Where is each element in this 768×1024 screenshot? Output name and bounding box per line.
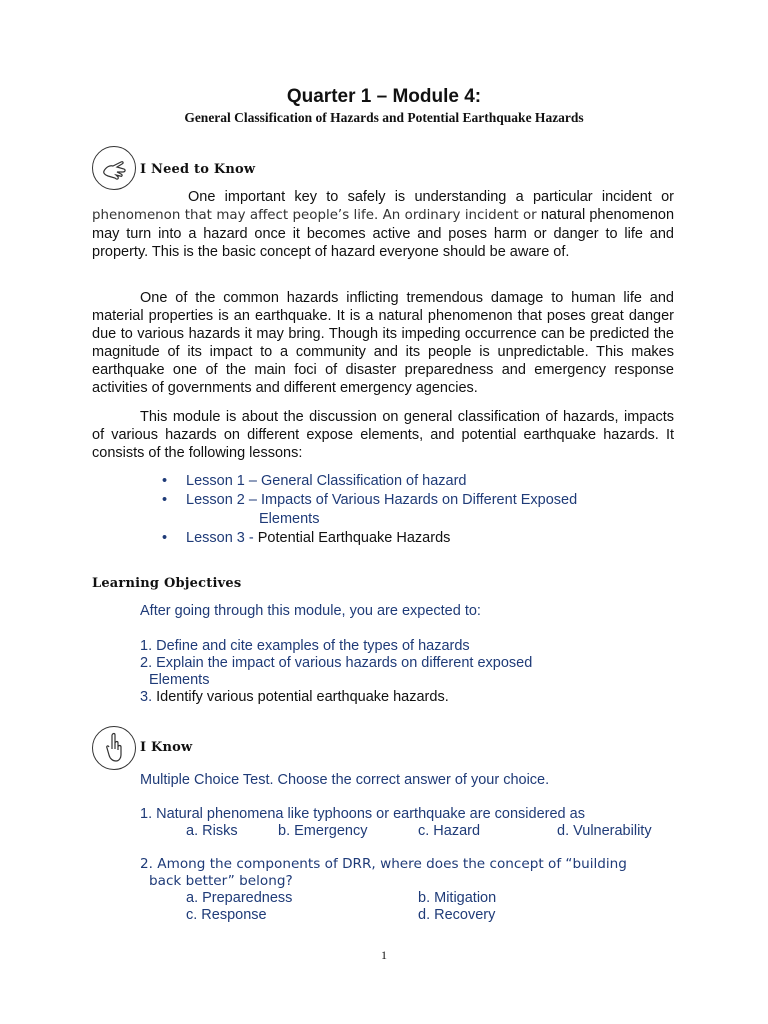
raised-finger-hand-icon xyxy=(92,726,136,770)
question-2-text-cont: back better” belong? xyxy=(149,873,293,889)
pointing-hand-icon xyxy=(92,146,136,190)
lesson-item: • Lesson 2 – Impacts of Various Hazards on Different Exposed Elements xyxy=(162,492,578,527)
objectives-intro: After going through this module, you are expected to: xyxy=(140,603,481,619)
question-2-text: 2. Among the components of DRR, where does the concept of “building xyxy=(140,856,627,872)
lesson-item: • Lesson 1 – General Classification of hazard xyxy=(162,473,467,489)
page-subtitle: General Classification of Hazards and Potential Earthquake Hazards xyxy=(184,110,584,125)
q1-choice-c: c. Hazard xyxy=(418,823,481,839)
q1-choice-b: b. Emergency xyxy=(278,823,368,839)
test-instructions: Multiple Choice Test. Choose the correct answer of your choice. xyxy=(140,772,550,788)
objective-item-1: 1. Define and cite examples of the types of hazards xyxy=(140,638,470,654)
objective-item-2-cont: Elements xyxy=(149,672,210,688)
learning-objectives-heading: Learning Objectives xyxy=(92,576,242,591)
objective-item-3: 3. Identify various potential earthquake hazards. xyxy=(140,689,449,705)
need-to-know-heading: I Need to Know xyxy=(140,162,256,177)
q2-choice-d: d. Recovery xyxy=(418,907,496,923)
need-to-know-paragraph-3: This module is about the discussion on general classification of hazards, impacts of various hazards on different expose elements, and potential earthquake hazards. It consists of the following lessons: xyxy=(92,409,674,461)
lesson-item: • Lesson 3 - Potential Earthquake Hazards xyxy=(162,530,451,546)
page-number: 1 xyxy=(381,948,387,962)
need-to-know-paragraph-2: One of the common hazards inflicting tremendous damage to human life and material properties is an earthquake. It is a natural phenomenon that poses great danger due to various hazards it may bring. Though its impeding occurrence can be predicted the magnitude of its impact to a community and its people is unpredictable. This makes earthquake one of the main foci of disaster preparedness and emergency response activities of governments and different emergency agencies. xyxy=(92,290,674,396)
question-1-text: 1. Natural phenomena like typhoons or earthquake are considered as xyxy=(140,806,585,822)
q2-choice-a: a. Preparedness xyxy=(186,890,293,906)
need-to-know-paragraph-1: One important key to safely is understanding a particular incident or phenomenon that may affect people’s life. An ordinary incident or natural phenomenon may turn into a hazard once it becomes active and poses harm or danger to life and property. This is the basic concept of hazard everyone should be aware of. xyxy=(92,189,675,260)
objective-item-2: 2. Explain the impact of various hazards on different exposed xyxy=(140,655,533,671)
q1-choice-d: d. Vulnerability xyxy=(557,823,652,839)
lesson-list xyxy=(160,472,577,548)
q1-choice-a: a. Risks xyxy=(186,823,238,839)
page-title: Quarter 1 – Module 4: xyxy=(286,86,482,107)
i-know-heading: I Know xyxy=(140,740,193,755)
q2-choice-c: c. Response xyxy=(186,907,267,923)
q2-choice-b: b. Mitigation xyxy=(418,890,497,906)
